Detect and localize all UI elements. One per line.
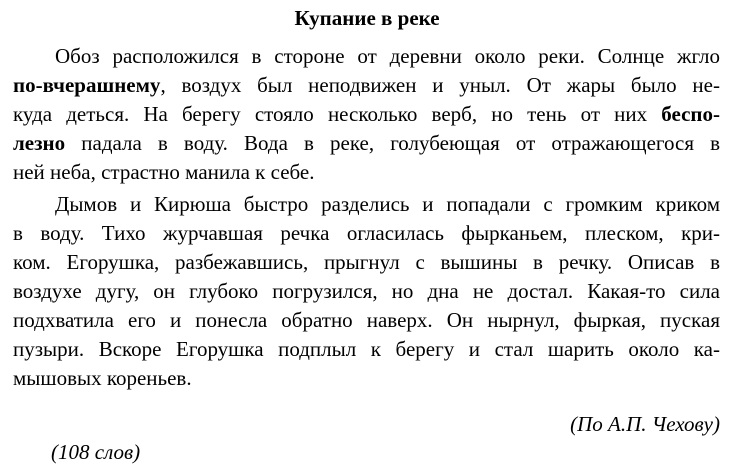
paragraph-2-line-1: Дымов и Кирюша быстро разделись и попадали с громким криком: [55, 192, 720, 216]
paragraph-1-line-4: [13, 131, 720, 155]
line-text: , воздух был неподвижен и уныл. От жары было не-: [160, 73, 720, 97]
paragraph-1-line-5: ней неба, страстно манила к себе.: [13, 160, 315, 184]
paragraph-2-line-4: воздухе дугу, он глубоко погрузился, но дна не достал. Какая-то сила: [13, 279, 720, 303]
paragraph-1-line-2: [13, 73, 720, 97]
paragraph-2-line-6: пузыри. Вскоре Егорушка подплыл к берегу и стал шарить около ка-: [13, 337, 720, 361]
paragraph-2-line-3: ком. Егорушка, разбежавшись, прыгнул с вышины в речку. Описав в: [13, 250, 720, 274]
paragraph-1-line-3: [13, 102, 720, 126]
document-title: Купание в реке: [294, 6, 440, 30]
bold-word-bespolezno-part-2: лезно: [13, 131, 66, 155]
line-text: падала в воду. Вода в реке, голубеющая от отражающегося в: [65, 131, 720, 155]
line-text: куда деться. На берегу стояло несколько верб, но тень от них: [13, 102, 662, 126]
attribution: (По А.П. Чехову): [570, 412, 720, 436]
bold-word-bespolezno-part-1: беспо-: [661, 102, 720, 126]
paragraph-1-line-1: Обоз расположился в стороне от деревни около реки. Солнце жгло: [55, 44, 720, 68]
word-count: (108 слов): [51, 440, 141, 464]
paragraph-2-line-5: подхватила его и понесла обратно наверх. Он нырнул, фыркая, пуская: [13, 308, 720, 332]
paragraph-2-line-7: мышовых кореньев.: [13, 366, 192, 390]
bold-word-po-vcherashnemu: по-вчерашнему: [13, 73, 161, 97]
paragraph-2-line-2: в воду. Тихо журчавшая речка огласилась фырканьем, плеском, кри-: [13, 221, 720, 245]
